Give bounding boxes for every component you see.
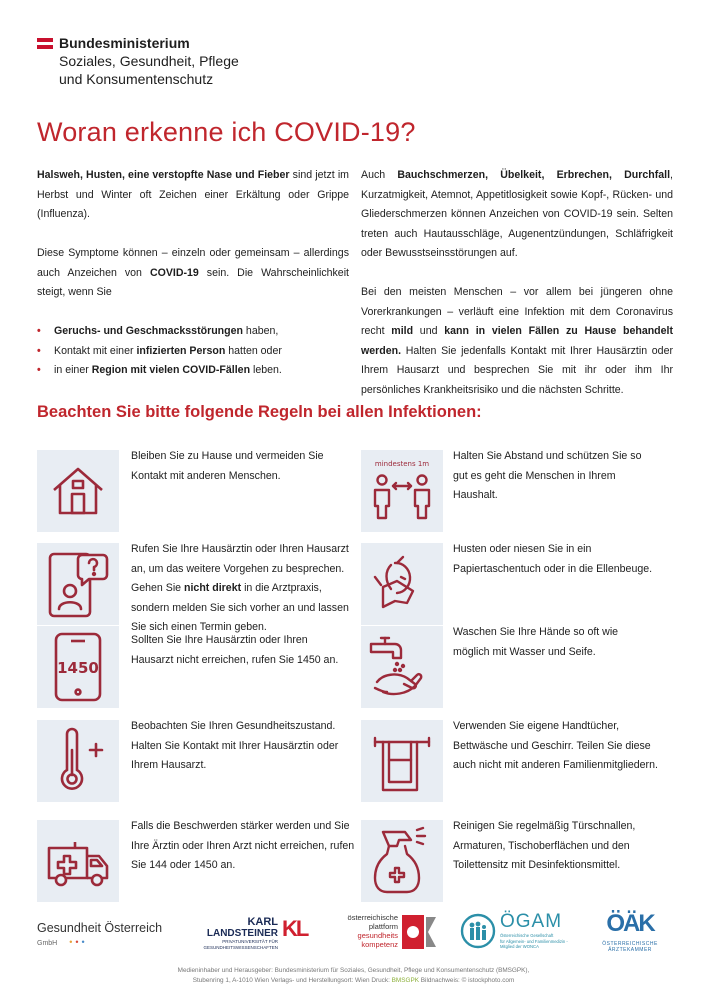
oeak-sub-2: ÄRZTEKAMMER	[608, 947, 652, 953]
oegam-sub-1: Österreichische Gesellschaft	[500, 933, 554, 938]
rules-heading: Beachten Sie bitte folgende Regeln bei allen Infektionen:	[37, 403, 482, 421]
covid-bold: COVID-19	[149, 266, 199, 279]
rule-text-part: Rufen Sie Ihre Hausärztin oder Ihren Hausarzt an, um das weitere Vorgehen zu besprechen. Gehen Sie	[131, 543, 349, 594]
rule-text-bold: nicht direkt	[184, 582, 242, 594]
imprint-print-highlight: BMSGPK	[391, 976, 419, 984]
goeg-name: Gesundheit Österreich	[37, 921, 163, 935]
list-item-text: haben,	[242, 325, 279, 337]
oegam-name: ÖGAM	[500, 911, 563, 932]
kl-mark: KL	[282, 916, 308, 941]
goeg-sub-text: GmbH	[37, 940, 58, 947]
phone-1450-icon	[37, 626, 119, 708]
list-item-bold: infizierten Person	[136, 344, 226, 357]
imprint-text: Bildnachweis: © istockphoto.com	[418, 976, 515, 984]
intro-text: und	[413, 325, 445, 337]
intro-text: Bei den meisten Menschen – vor allem bei jüngeren ohne Vorerkrankungen – verläuft eine Infektion mit dem Coronavirus recht	[361, 286, 673, 337]
goeg-sub: GmbH •••	[37, 937, 88, 947]
oegam-sub-2: für Allgemein- und Familienmedizin -	[500, 938, 568, 944]
icon-label: 1450	[57, 659, 99, 677]
list-item	[37, 322, 349, 342]
list-item-text: hatten oder	[225, 344, 282, 357]
rule-text: Halten Sie Abstand und schützen Sie so gut es geht die Menschen in Ihrem Haushalt.	[453, 450, 642, 501]
phone-question-icon	[37, 543, 119, 625]
handwash-icon	[361, 626, 443, 708]
spray-bottle-icon	[361, 820, 443, 902]
risk-list	[37, 322, 349, 381]
rule-text: Reinigen Sie regelmäßig Türschnallen, Armaturen, Tischoberflächen und den Toilettensitz mit Desinfektionsmittel.	[453, 820, 636, 871]
icon-label: mindestens 1m	[374, 460, 430, 468]
goeg-logo	[37, 921, 162, 947]
rule-text: Sollten Sie Ihre Hausärztin oder Ihren Hausarzt nicht erreichen, rufen Sie 1450 an.	[131, 634, 339, 666]
ministry-line-2: Soziales, Gesundheit, Pflege	[59, 53, 239, 69]
kl-line-1: KARL	[247, 916, 278, 928]
plattform-line-1: österreichische	[347, 913, 398, 922]
towel-icon	[361, 720, 443, 802]
rule-text: Falls die Beschwerden stärker werden und Sie Ihre Ärztin oder Ihren Arzt nicht erreichen, rufen Sie 144 oder 1450 an.	[131, 820, 355, 871]
list-item-text: Kontakt mit einer	[54, 344, 137, 357]
oegam-sub-3: Mitglied der WONCA	[500, 944, 539, 949]
list-item	[37, 361, 349, 381]
oeak-sub-1: ÖSTERREICHISCHE	[602, 941, 658, 947]
intro-text: Halten Sie jedenfalls Kontakt mit Ihrer Hausärztin oder Ihrem Hausarzt und besprechen Sie mit ihr oder ihm Ihr persönliches Krankheitsrisiko und die nächsten Schritte.	[361, 344, 673, 396]
rule-text	[131, 540, 353, 638]
aerztekammer-logo	[590, 911, 670, 953]
partner-logos	[0, 905, 707, 965]
oegam-family-icon	[460, 913, 496, 949]
list-item-bold: Region mit vielen COVID-Fällen	[91, 364, 251, 376]
rule-text: Bleiben Sie zu Hause und vermeiden Sie Kontakt mit anderen Menschen.	[131, 450, 324, 482]
intro-text: Diese Symptome können – einzeln oder gemeinsam – allerdings auch Anzeichen von	[37, 247, 349, 279]
list-item-bold: Geruchs- und Geschmacksstörungen	[54, 325, 243, 337]
imprint-footer	[0, 966, 707, 985]
plattform-line-3: gesundheits	[357, 931, 398, 940]
rule-text: Waschen Sie Ihre Hände so oft wie möglich mit Wasser und Seife.	[453, 626, 619, 658]
house-icon	[37, 450, 119, 532]
intro-right-column	[361, 166, 673, 420]
rule-text-part: in die Arztpraxis, sondern melden Sie sich vorher an und lassen Sie sich einen Termin geben.	[131, 582, 349, 633]
rule-text: Husten oder niesen Sie in ein Papiertaschentuch oder in die Ellenbeuge.	[453, 543, 653, 575]
ministry-name	[59, 34, 359, 88]
list-item-text: in einer	[54, 364, 92, 376]
imprint-line-1: Medieninhaber und Herausgeber: Bundesministerium für Soziales, Gesundheit, Pflege und Konsumentenschutz (BMSGPK),	[177, 967, 530, 974]
intro-text: sind jetzt im Herbst und Winter oft Zeichen einer Erkältung oder Grippe (Influenza).	[37, 169, 350, 220]
intro-left-column	[37, 166, 349, 381]
page-title: Woran erkenne ich COVID-19?	[37, 117, 416, 147]
intro-text: sein. Die Wahrscheinlichkeit steigt, wenn Sie	[37, 266, 349, 298]
ministry-line-1: Bundesministerium	[59, 35, 190, 51]
mild-bold: mild	[391, 325, 414, 337]
intro-paragraph-2	[37, 244, 349, 303]
imprint-text: Stubenring 1, A-1010 Wien Verlags- und Herstellungsort: Wien Druck:	[192, 976, 392, 984]
intro-text: Auch	[361, 169, 398, 181]
rule-text: Beobachten Sie Ihren Gesundheitszustand. Halten Sie Kontakt mit Ihrer Hausärztin oder Ihrem Hausarzt.	[131, 720, 339, 771]
list-item	[37, 342, 349, 362]
kl-line-2: LANDSTEINER	[206, 928, 278, 939]
ambulance-icon	[37, 820, 119, 902]
list-item-text: leben.	[250, 364, 282, 376]
intro-paragraph-4	[361, 283, 673, 400]
plattform-line-4: kompetenz	[361, 940, 398, 949]
symptoms-bold: Bauchschmerzen, Übelkeit, Erbrechen, Durchfall	[397, 169, 671, 181]
distance-people-icon	[361, 450, 443, 532]
thermometer-icon	[37, 720, 119, 802]
kl-sub-1: PRIVATUNIVERSITÄT FÜR	[222, 939, 278, 944]
intro-paragraph-1	[37, 166, 349, 225]
symptoms-bold: Halsweh, Husten, eine verstopfte Nase und Fieber	[37, 169, 290, 181]
austria-flag-logo	[37, 38, 53, 49]
intro-text: , Kurzatmigkeit, Atemnot, Appetitlosigkeit sowie Kopf-, Rücken- und Gliederschmerzen können Anzeichen von COVID-19 sein. Selten treten auch Hautausschläge, Augenentzündungen, Schläfrigkeit oder Bewusstseinsstörungen auf.	[361, 169, 673, 259]
ministry-line-3: und Konsumentenschutz	[59, 71, 214, 87]
home-treatment-bold: kann in vielen Fällen zu Hause behandelt werden.	[361, 325, 674, 357]
imprint-line-2	[0, 976, 707, 986]
rule-text: Verwenden Sie eigene Handtücher, Bettwäsche und Geschirr. Teilen Sie diese auch nicht mit anderen Familienmitgliedern.	[453, 720, 658, 771]
kl-sub-2: GESUNDHEITSWISSENSCHAFTEN	[203, 945, 278, 950]
intro-paragraph-3	[361, 166, 673, 264]
oeak-mark: ÖÄK	[606, 910, 654, 937]
sneeze-tissue-icon	[361, 543, 443, 625]
plattform-mark-icon	[402, 915, 436, 949]
plattform-line-2: plattform	[368, 922, 398, 931]
